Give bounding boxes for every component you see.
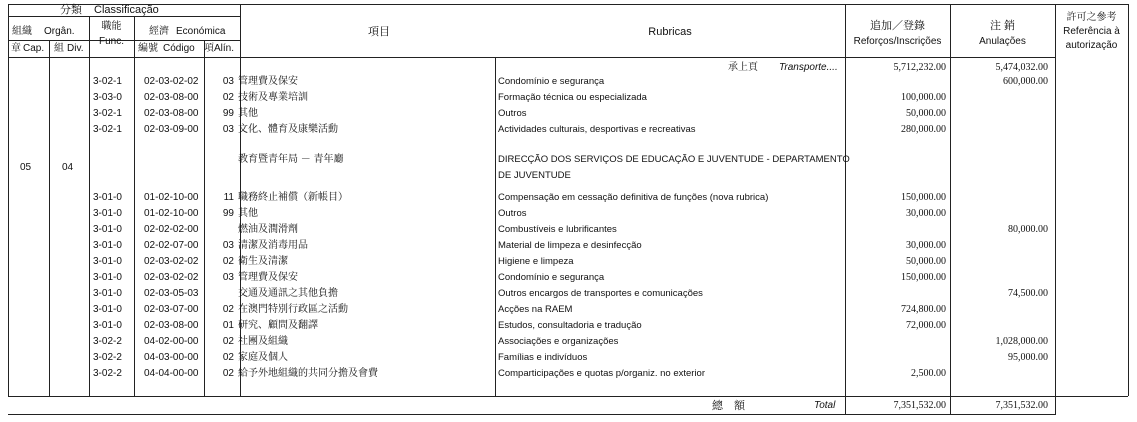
row-rubrica: Material de limpeza e desinfecção <box>498 240 642 251</box>
row-reinforcement: 30,000.00 <box>906 240 946 251</box>
row-item: 社團及組織 <box>238 336 288 347</box>
row-item: 管理費及保安 <box>238 76 298 87</box>
table-left-border <box>8 4 9 396</box>
rubricas-heading: Rubricas <box>648 26 692 38</box>
auth-ref-pt2: autorização <box>1065 40 1118 51</box>
row-functional-code: 3-02-1 <box>93 124 122 135</box>
col-sep-cancel-ref <box>1055 4 1056 414</box>
functional-zh: 職能 <box>101 21 122 32</box>
row-item: 清潔及消毒用品 <box>238 240 308 251</box>
org-chapter: 05 <box>20 162 32 173</box>
row-functional-code: 3-01-0 <box>93 304 122 315</box>
row-alinea: 03 <box>222 240 234 251</box>
department-item: 教育暨青年局 － 青年廳 <box>238 154 344 165</box>
total-bottom-border <box>8 414 1056 415</box>
row-rubrica: Actividades culturais, desportivas e recreativas <box>498 124 696 135</box>
row-functional-code: 3-01-0 <box>93 256 122 267</box>
total-cancellations: 7,351,532.00 <box>995 400 1048 411</box>
row-rubrica: Acções na RAEM <box>498 304 573 315</box>
row-cancellation: 1,028,000.00 <box>995 336 1048 347</box>
row-reinforcement: 2,500.00 <box>911 368 946 379</box>
row-rubrica: Higiene e limpeza <box>498 256 574 267</box>
row-alinea: 02 <box>222 304 234 315</box>
body-bottom-border <box>8 396 1128 397</box>
row-functional-code: 3-02-2 <box>93 368 122 379</box>
auth-ref-zh: 許可之參考 <box>1066 12 1117 23</box>
row-economic-code: 04-04-00-00 <box>144 368 199 379</box>
row-rubrica: Estudos, consultadoria e tradução <box>498 320 642 331</box>
col-sep-item-rubrica <box>495 57 496 396</box>
col-sep-func-econ <box>134 16 135 396</box>
row-rubrica: Outros <box>498 208 527 219</box>
row-functional-code: 3-01-0 <box>93 320 122 331</box>
row-functional-code: 3-02-1 <box>93 76 122 87</box>
row-economic-code: 02-02-02-00 <box>144 224 199 235</box>
row-item: 衛生及清潔 <box>238 256 288 267</box>
row-rubrica: Formação técnica ou especializada <box>498 92 647 103</box>
row-item: 研究、顧問及翻譯 <box>238 320 318 331</box>
classification-pt: Classificação <box>94 4 159 16</box>
row-cancellation: 95,000.00 <box>1008 352 1048 363</box>
row-rubrica: Famílias e indivíduos <box>498 352 588 363</box>
row-item: 其他 <box>238 108 258 119</box>
total-label-zh: 總 額 <box>712 400 745 412</box>
row-item: 文化、體育及康樂活動 <box>238 124 338 135</box>
row-reinforcement: 280,000.00 <box>901 124 946 135</box>
classification-zh: 分類 <box>60 4 82 16</box>
row-reinforcement: 150,000.00 <box>901 192 946 203</box>
row-economic-code: 02-03-02-02 <box>144 76 199 87</box>
row-alinea: 99 <box>222 208 234 219</box>
row-reinforcement: 150,000.00 <box>901 272 946 283</box>
row-reinforcement: 50,000.00 <box>906 256 946 267</box>
row-rubrica: Condomínio e segurança <box>498 272 605 283</box>
transport-label-pt: Transporte.... <box>779 62 838 73</box>
chapter-zh: 章 <box>11 43 21 54</box>
row-rubrica: Condomínio e segurança <box>498 76 605 87</box>
row-alinea: 02 <box>222 92 234 103</box>
row-cancellation: 80,000.00 <box>1008 224 1048 235</box>
row-reinforcement: 100,000.00 <box>901 92 946 103</box>
org-division: 04 <box>62 162 74 173</box>
row-economic-code: 01-02-10-00 <box>144 208 199 219</box>
classification-underline <box>8 16 240 17</box>
row-functional-code: 3-01-0 <box>93 288 122 299</box>
code-pt: Código <box>163 43 195 54</box>
row-alinea: 02 <box>222 256 234 267</box>
division-zh: 組 <box>54 43 64 54</box>
row-functional-code: 3-01-0 <box>93 224 122 235</box>
row-functional-code: 3-01-0 <box>93 192 122 203</box>
row-item: 管理費及保安 <box>238 272 298 283</box>
row-item: 交通及通訊之其他負擔 <box>238 288 338 299</box>
alinea-zh: 項 <box>204 43 214 54</box>
row-rubrica: Outros <box>498 108 527 119</box>
row-functional-code: 3-02-2 <box>93 336 122 347</box>
reinforcements-zh: 追加／登錄 <box>870 20 925 32</box>
row-cancellation: 600,000.00 <box>1003 76 1048 87</box>
transport-label-zh: 承上頁 <box>728 62 758 73</box>
row-alinea: 11 <box>223 192 234 203</box>
row-economic-code: 04-02-00-00 <box>144 336 199 347</box>
row-reinforcement: 30,000.00 <box>906 208 946 219</box>
row-economic-code: 02-03-07-00 <box>144 304 199 315</box>
row-reinforcement: 50,000.00 <box>906 108 946 119</box>
col-sep-cap-div <box>49 40 50 396</box>
row-economic-code: 02-02-07-00 <box>144 240 199 251</box>
transport-reinforcements: 5,712,232.00 <box>893 62 946 73</box>
col-sep-code-alin <box>204 40 205 396</box>
row-alinea: 01 <box>222 320 234 331</box>
row-functional-code: 3-02-1 <box>93 108 122 119</box>
reinforcements-pt: Reforços/Inscrições <box>853 36 942 47</box>
row-item: 技術及專業培訓 <box>238 92 308 103</box>
row-functional-code: 3-02-2 <box>93 352 122 363</box>
row-rubrica: Compensação em cessação definitiva de funções (nova rubrica) <box>498 192 769 203</box>
row-economic-code: 02-03-05-03 <box>144 288 199 299</box>
row-rubrica: Combustíveis e lubrificantes <box>498 224 617 235</box>
row-alinea: 03 <box>222 76 234 87</box>
row-economic-code: 02-03-08-00 <box>144 108 199 119</box>
code-zh: 編號 <box>138 43 158 54</box>
row-item: 職務終止補償（新帳目） <box>238 192 348 203</box>
row-alinea: 02 <box>222 336 234 347</box>
row-rubrica: Outros encargos de transportes e comunicações <box>498 288 703 299</box>
table-top-border <box>8 4 1128 5</box>
row-alinea: 03 <box>222 272 234 283</box>
row-functional-code: 3-03-0 <box>93 92 122 103</box>
row-rubrica: Comparticipações e quotas p/organiz. no exterior <box>498 368 706 379</box>
row-reinforcement: 724,800.00 <box>901 304 946 315</box>
row-alinea: 03 <box>222 124 234 135</box>
total-reinforcements: 7,351,532.00 <box>893 400 946 411</box>
row-alinea: 99 <box>222 108 234 119</box>
economic-pt: Económica <box>176 26 226 37</box>
col-sep-org-func <box>89 16 90 396</box>
department-rubrica-line1: DIRECÇÃO DOS SERVIÇOS DE EDUCAÇÃO E JUVENTUDE - DEPARTAMENTO <box>498 154 850 165</box>
row-economic-code: 02-03-02-02 <box>144 256 199 267</box>
row-item: 家庭及個人 <box>238 352 288 363</box>
row-economic-code: 02-03-02-02 <box>144 272 199 283</box>
cancellations-zh: 注 銷 <box>989 20 1016 32</box>
header-bottom-border <box>8 57 1056 58</box>
row-economic-code: 02-03-08-00 <box>144 92 199 103</box>
transport-cancellations: 5,474,032.00 <box>995 62 1048 73</box>
organic-pt: Orgân. <box>44 26 75 37</box>
row-item: 在澳門特別行政區之活動 <box>238 304 348 315</box>
department-rubrica-line2: DE JUVENTUDE <box>498 170 571 181</box>
row-functional-code: 3-01-0 <box>93 208 122 219</box>
economic-zh: 經濟 <box>149 26 169 37</box>
row-economic-code: 04-03-00-00 <box>144 352 199 363</box>
row-reinforcement: 72,000.00 <box>906 320 946 331</box>
row-economic-code: 01-02-10-00 <box>144 192 199 203</box>
row-alinea: 02 <box>222 352 234 363</box>
row-economic-code: 02-03-08-00 <box>144 320 199 331</box>
table-right-border <box>1128 4 1129 396</box>
division-pt: Div. <box>67 43 84 54</box>
row-rubrica: Associações e organizações <box>498 336 619 347</box>
auth-ref-pt1: Referência à <box>1063 26 1120 37</box>
chapter-pt: Cap. <box>23 43 45 54</box>
total-label-pt: Total <box>814 400 836 411</box>
alinea-pt: Alín. <box>214 43 235 54</box>
row-alinea: 02 <box>222 368 234 379</box>
cancellations-pt: Anulações <box>979 36 1026 47</box>
row-functional-code: 3-01-0 <box>93 272 122 283</box>
row-cancellation: 74,500.00 <box>1008 288 1048 299</box>
items-heading: 項目 <box>368 26 390 38</box>
row-item: 其他 <box>238 208 258 219</box>
functional-pt: Func. <box>98 36 124 47</box>
row-item: 給予外地組織的共同分擔及會費 <box>238 368 378 379</box>
organic-zh: 組織 <box>12 26 32 37</box>
row-functional-code: 3-01-0 <box>93 240 122 251</box>
row-item: 燃油及潤滑劑 <box>238 224 298 235</box>
row-economic-code: 02-03-09-00 <box>144 124 199 135</box>
